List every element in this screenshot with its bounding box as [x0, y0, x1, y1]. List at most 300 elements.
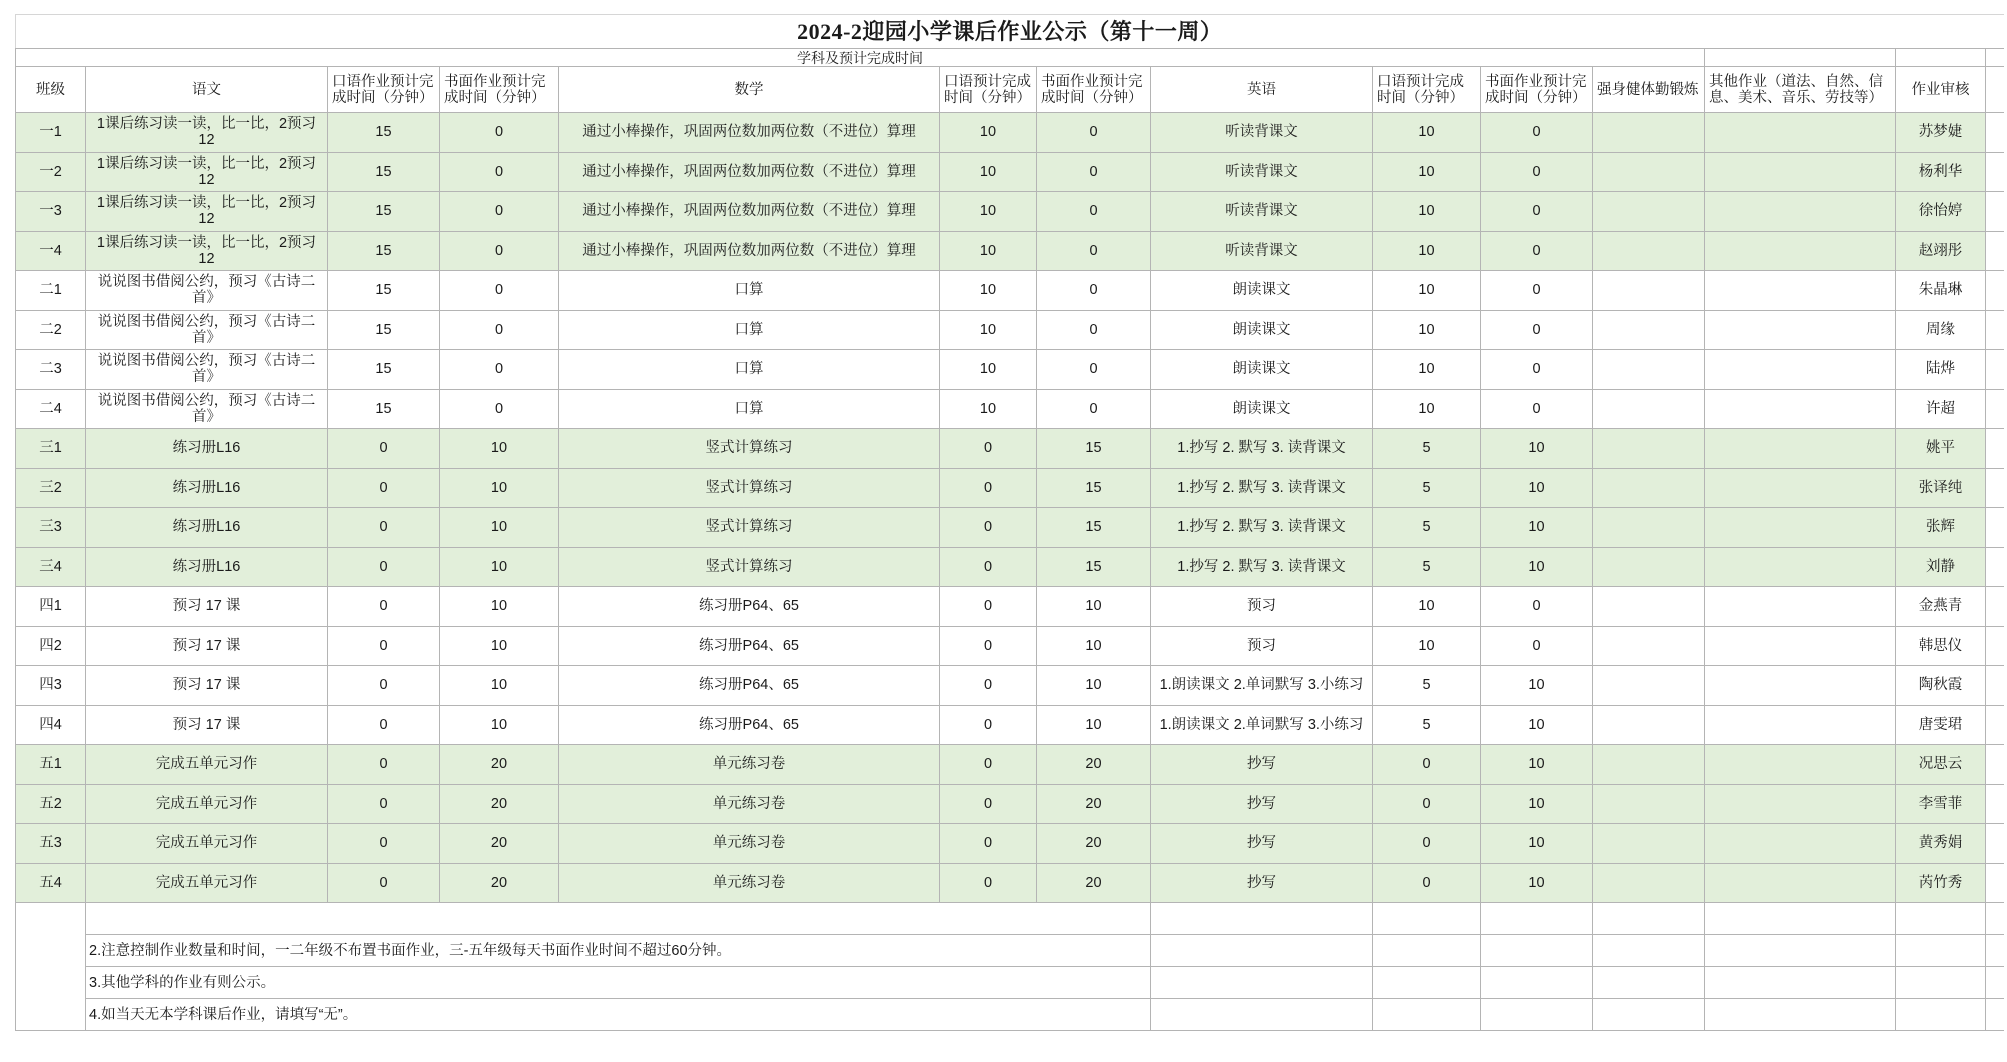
math-cell: 通过小棒操作，巩固两位数加两位数（不进位）算理	[559, 152, 940, 192]
other-cell	[1705, 824, 1896, 864]
chinese-written-time-cell: 0	[440, 231, 559, 271]
note-row	[16, 903, 2004, 935]
empty-cell	[1896, 967, 1986, 999]
class-cell: 一4	[16, 231, 86, 271]
english-cell: 抄写	[1151, 863, 1373, 903]
chinese-oral-time-cell: 0	[328, 745, 440, 785]
review-cell: 周缘	[1896, 310, 1986, 350]
empty-cell	[1896, 903, 1986, 935]
other-cell	[1705, 863, 1896, 903]
math-written-time-cell: 0	[1037, 231, 1151, 271]
review-cell: 芮竹秀	[1896, 863, 1986, 903]
table-row	[16, 745, 2004, 785]
math-cell: 口算	[559, 350, 940, 390]
empty-cell	[1986, 666, 2004, 706]
empty-cell	[1481, 935, 1593, 967]
english-written-time-cell: 10	[1481, 705, 1593, 745]
english-oral-time-cell: 0	[1373, 745, 1481, 785]
empty-cell	[1986, 745, 2004, 785]
header-math-oral-time: 口语预计完成时间（分钟）	[940, 67, 1037, 113]
chinese-written-time-cell: 10	[440, 666, 559, 706]
math-written-time-cell: 10	[1037, 666, 1151, 706]
chinese-oral-time-cell: 15	[328, 310, 440, 350]
english-cell: 1.抄写 2. 默写 3. 读背课文	[1151, 508, 1373, 548]
other-cell	[1705, 429, 1896, 469]
english-cell: 朗读课文	[1151, 350, 1373, 390]
math-oral-time-cell: 10	[940, 389, 1037, 429]
empty-cell	[1986, 999, 2004, 1031]
pe-cell	[1593, 192, 1705, 232]
math-written-time-cell: 0	[1037, 113, 1151, 153]
chinese-written-time-cell: 10	[440, 626, 559, 666]
chinese-cell: 1课后练习读一读，比一比，2预习12	[86, 113, 328, 153]
math-oral-time-cell: 0	[940, 784, 1037, 824]
review-cell: 张译纯	[1896, 468, 1986, 508]
note-text: 2.注意控制作业数量和时间，一二年级不布置书面作业，三-五年级每天书面作业时间不超过60分钟。	[86, 935, 1151, 967]
chinese-oral-time-cell: 15	[328, 271, 440, 311]
empty-cell	[1373, 903, 1481, 935]
empty-cell	[1593, 903, 1705, 935]
math-cell: 单元练习卷	[559, 863, 940, 903]
english-written-time-cell: 10	[1481, 547, 1593, 587]
table-row	[16, 429, 2004, 469]
math-oral-time-cell: 10	[940, 350, 1037, 390]
review-cell: 况思云	[1896, 745, 1986, 785]
english-cell: 预习	[1151, 587, 1373, 627]
review-cell: 黄秀娟	[1896, 824, 1986, 864]
other-cell	[1705, 310, 1896, 350]
chinese-oral-time-cell: 15	[328, 350, 440, 390]
chinese-oral-time-cell: 15	[328, 152, 440, 192]
header-pe: 强身健体勤锻炼	[1593, 67, 1705, 113]
empty-cell	[1986, 152, 2004, 192]
chinese-cell: 完成五单元习作	[86, 824, 328, 864]
english-cell: 抄写	[1151, 824, 1373, 864]
empty-cell	[1151, 903, 1373, 935]
chinese-oral-time-cell: 0	[328, 784, 440, 824]
subject-group-header: 学科及预计完成时间	[16, 49, 1705, 67]
table-row	[16, 468, 2004, 508]
chinese-cell: 完成五单元习作	[86, 745, 328, 785]
chinese-written-time-cell: 10	[440, 587, 559, 627]
class-cell: 二4	[16, 389, 86, 429]
math-oral-time-cell: 0	[940, 547, 1037, 587]
english-written-time-cell: 10	[1481, 745, 1593, 785]
empty-cell	[1373, 967, 1481, 999]
chinese-cell: 练习册L16	[86, 429, 328, 469]
math-cell: 竖式计算练习	[559, 508, 940, 548]
header-english: 英语	[1151, 67, 1373, 113]
homework-table	[15, 14, 2004, 1031]
header-class: 班级	[16, 67, 86, 113]
chinese-written-time-cell: 0	[440, 310, 559, 350]
empty-cell	[1705, 967, 1896, 999]
empty-cell	[1986, 824, 2004, 864]
english-cell: 1.抄写 2. 默写 3. 读背课文	[1151, 468, 1373, 508]
math-oral-time-cell: 10	[940, 231, 1037, 271]
note-text: 4.如当天无本学科课后作业，请填写“无”。	[86, 999, 1151, 1031]
math-written-time-cell: 10	[1037, 705, 1151, 745]
english-oral-time-cell: 10	[1373, 152, 1481, 192]
review-cell: 李雪菲	[1896, 784, 1986, 824]
pe-cell	[1593, 824, 1705, 864]
review-cell: 张辉	[1896, 508, 1986, 548]
class-cell: 五4	[16, 863, 86, 903]
class-cell: 五2	[16, 784, 86, 824]
empty-cell	[1986, 935, 2004, 967]
chinese-cell: 预习 17 课	[86, 705, 328, 745]
chinese-cell: 预习 17 课	[86, 666, 328, 706]
math-oral-time-cell: 10	[940, 192, 1037, 232]
table-row	[16, 863, 2004, 903]
math-cell: 竖式计算练习	[559, 468, 940, 508]
chinese-written-time-cell: 20	[440, 824, 559, 864]
math-oral-time-cell: 10	[940, 271, 1037, 311]
class-cell: 一3	[16, 192, 86, 232]
pe-cell	[1593, 429, 1705, 469]
pe-cell	[1593, 626, 1705, 666]
empty-cell	[1986, 863, 2004, 903]
math-written-time-cell: 0	[1037, 192, 1151, 232]
english-cell: 朗读课文	[1151, 310, 1373, 350]
class-cell: 一2	[16, 152, 86, 192]
empty-cell	[1151, 999, 1373, 1031]
english-oral-time-cell: 0	[1373, 784, 1481, 824]
review-cell: 徐怡婷	[1896, 192, 1986, 232]
math-cell: 口算	[559, 389, 940, 429]
math-cell: 练习册P64、65	[559, 666, 940, 706]
header-english-written-time: 书面作业预计完成时间（分钟）	[1481, 67, 1593, 113]
chinese-cell: 完成五单元习作	[86, 784, 328, 824]
table-row	[16, 152, 2004, 192]
math-written-time-cell: 20	[1037, 784, 1151, 824]
math-cell: 通过小棒操作，巩固两位数加两位数（不进位）算理	[559, 113, 940, 153]
english-oral-time-cell: 0	[1373, 863, 1481, 903]
review-cell: 许超	[1896, 389, 1986, 429]
review-cell: 陆烨	[1896, 350, 1986, 390]
math-oral-time-cell: 10	[940, 113, 1037, 153]
math-written-time-cell: 20	[1037, 745, 1151, 785]
math-oral-time-cell: 0	[940, 666, 1037, 706]
pe-cell	[1593, 863, 1705, 903]
math-written-time-cell: 15	[1037, 508, 1151, 548]
english-written-time-cell: 0	[1481, 152, 1593, 192]
chinese-oral-time-cell: 0	[328, 824, 440, 864]
math-written-time-cell: 10	[1037, 626, 1151, 666]
chinese-cell: 1课后练习读一读，比一比，2预习12	[86, 152, 328, 192]
english-cell: 1.朗读课文 2.单词默写 3.小练习	[1151, 666, 1373, 706]
chinese-oral-time-cell: 0	[328, 429, 440, 469]
chinese-oral-time-cell: 15	[328, 113, 440, 153]
review-cell: 姚平	[1896, 429, 1986, 469]
english-oral-time-cell: 10	[1373, 587, 1481, 627]
class-cell: 四4	[16, 705, 86, 745]
english-oral-time-cell: 10	[1373, 231, 1481, 271]
english-cell: 听读背课文	[1151, 192, 1373, 232]
table-row	[16, 389, 2004, 429]
math-written-time-cell: 0	[1037, 389, 1151, 429]
table-row	[16, 547, 2004, 587]
empty-cell	[1986, 429, 2004, 469]
empty-cell	[1986, 508, 2004, 548]
empty-cell	[1986, 705, 2004, 745]
class-cell: 三1	[16, 429, 86, 469]
chinese-oral-time-cell: 0	[328, 547, 440, 587]
english-written-time-cell: 0	[1481, 113, 1593, 153]
english-oral-time-cell: 5	[1373, 547, 1481, 587]
empty-cell	[16, 903, 86, 1031]
pe-cell	[1593, 231, 1705, 271]
empty-cell	[1705, 49, 1896, 67]
review-cell: 金燕青	[1896, 587, 1986, 627]
math-cell: 练习册P64、65	[559, 587, 940, 627]
pe-cell	[1593, 271, 1705, 311]
chinese-cell: 练习册L16	[86, 547, 328, 587]
pe-cell	[1593, 310, 1705, 350]
english-cell: 听读背课文	[1151, 113, 1373, 153]
english-cell: 抄写	[1151, 745, 1373, 785]
empty-cell	[1705, 935, 1896, 967]
other-cell	[1705, 745, 1896, 785]
pe-cell	[1593, 508, 1705, 548]
empty-cell	[1481, 999, 1593, 1031]
english-written-time-cell: 10	[1481, 468, 1593, 508]
chinese-written-time-cell: 0	[440, 192, 559, 232]
chinese-written-time-cell: 20	[440, 784, 559, 824]
other-cell	[1705, 389, 1896, 429]
english-written-time-cell: 10	[1481, 429, 1593, 469]
chinese-written-time-cell: 0	[440, 389, 559, 429]
empty-cell	[1373, 999, 1481, 1031]
other-cell	[1705, 152, 1896, 192]
class-cell: 二2	[16, 310, 86, 350]
other-cell	[1705, 666, 1896, 706]
english-cell: 听读背课文	[1151, 152, 1373, 192]
english-cell: 抄写	[1151, 784, 1373, 824]
empty-cell	[1986, 350, 2004, 390]
pe-cell	[1593, 113, 1705, 153]
class-cell: 四2	[16, 626, 86, 666]
math-written-time-cell: 20	[1037, 863, 1151, 903]
chinese-written-time-cell: 10	[440, 508, 559, 548]
math-cell: 单元练习卷	[559, 745, 940, 785]
empty-cell	[1986, 67, 2004, 113]
chinese-oral-time-cell: 0	[328, 587, 440, 627]
empty-cell	[1986, 271, 2004, 311]
english-cell: 1.抄写 2. 默写 3. 读背课文	[1151, 547, 1373, 587]
class-cell: 二3	[16, 350, 86, 390]
chinese-oral-time-cell: 0	[328, 666, 440, 706]
empty-cell	[1986, 626, 2004, 666]
chinese-cell: 练习册L16	[86, 508, 328, 548]
math-cell: 口算	[559, 310, 940, 350]
empty-cell	[1481, 967, 1593, 999]
empty-cell	[1705, 999, 1896, 1031]
english-cell: 1.朗读课文 2.单词默写 3.小练习	[1151, 705, 1373, 745]
chinese-written-time-cell: 0	[440, 152, 559, 192]
chinese-written-time-cell: 10	[440, 705, 559, 745]
class-cell: 三4	[16, 547, 86, 587]
empty-cell	[1986, 967, 2004, 999]
chinese-written-time-cell: 0	[440, 113, 559, 153]
empty-cell	[1896, 999, 1986, 1031]
pe-cell	[1593, 389, 1705, 429]
chinese-cell: 预习 17 课	[86, 587, 328, 627]
class-cell: 四3	[16, 666, 86, 706]
english-written-time-cell: 0	[1481, 310, 1593, 350]
class-cell: 二1	[16, 271, 86, 311]
header-chinese: 语文	[86, 67, 328, 113]
table-row	[16, 824, 2004, 864]
table-row	[16, 784, 2004, 824]
table-row	[16, 113, 2004, 153]
chinese-cell: 说说图书借阅公约，预习《古诗二首》	[86, 389, 328, 429]
chinese-cell: 1课后练习读一读，比一比，2预习12	[86, 192, 328, 232]
empty-cell	[1373, 935, 1481, 967]
header-math-written-time: 书面作业预计完成时间（分钟）	[1037, 67, 1151, 113]
math-oral-time-cell: 10	[940, 310, 1037, 350]
empty-cell	[1986, 903, 2004, 935]
review-cell: 朱晶琳	[1896, 271, 1986, 311]
other-cell	[1705, 350, 1896, 390]
english-oral-time-cell: 5	[1373, 468, 1481, 508]
empty-cell	[1151, 967, 1373, 999]
english-oral-time-cell: 10	[1373, 113, 1481, 153]
chinese-oral-time-cell: 0	[328, 508, 440, 548]
table-row	[16, 231, 2004, 271]
chinese-cell: 说说图书借阅公约，预习《古诗二首》	[86, 310, 328, 350]
chinese-written-time-cell: 20	[440, 863, 559, 903]
english-written-time-cell: 0	[1481, 271, 1593, 311]
math-cell: 练习册P64、65	[559, 705, 940, 745]
math-cell: 竖式计算练习	[559, 429, 940, 469]
chinese-oral-time-cell: 15	[328, 231, 440, 271]
pe-cell	[1593, 666, 1705, 706]
empty-cell	[1593, 935, 1705, 967]
empty-cell	[1986, 547, 2004, 587]
math-cell: 通过小棒操作，巩固两位数加两位数（不进位）算理	[559, 231, 940, 271]
english-oral-time-cell: 5	[1373, 429, 1481, 469]
table-row	[16, 587, 2004, 627]
empty-cell	[1481, 903, 1593, 935]
english-oral-time-cell: 10	[1373, 271, 1481, 311]
other-cell	[1705, 192, 1896, 232]
english-oral-time-cell: 5	[1373, 508, 1481, 548]
english-written-time-cell: 0	[1481, 389, 1593, 429]
pe-cell	[1593, 705, 1705, 745]
chinese-cell: 练习册L16	[86, 468, 328, 508]
empty-cell	[1986, 468, 2004, 508]
english-oral-time-cell: 10	[1373, 389, 1481, 429]
note-text	[86, 903, 1151, 935]
english-oral-time-cell: 10	[1373, 626, 1481, 666]
empty-cell	[1986, 192, 2004, 232]
review-cell: 韩思仪	[1896, 626, 1986, 666]
pe-cell	[1593, 350, 1705, 390]
table-row	[16, 350, 2004, 390]
empty-cell	[1896, 935, 1986, 967]
math-written-time-cell: 0	[1037, 310, 1151, 350]
chinese-cell: 1课后练习读一读，比一比，2预习12	[86, 231, 328, 271]
english-oral-time-cell: 5	[1373, 666, 1481, 706]
class-cell: 四1	[16, 587, 86, 627]
math-written-time-cell: 0	[1037, 350, 1151, 390]
chinese-written-time-cell: 0	[440, 271, 559, 311]
pe-cell	[1593, 784, 1705, 824]
note-row	[16, 999, 2004, 1031]
math-oral-time-cell: 0	[940, 508, 1037, 548]
header-math: 数学	[559, 67, 940, 113]
other-cell	[1705, 626, 1896, 666]
math-cell: 练习册P64、65	[559, 626, 940, 666]
empty-cell	[1593, 999, 1705, 1031]
note-text: 3.其他学科的作业有则公示。	[86, 967, 1151, 999]
chinese-written-time-cell: 20	[440, 745, 559, 785]
math-written-time-cell: 15	[1037, 547, 1151, 587]
english-written-time-cell: 10	[1481, 666, 1593, 706]
math-cell: 通过小棒操作，巩固两位数加两位数（不进位）算理	[559, 192, 940, 232]
chinese-cell: 说说图书借阅公约，预习《古诗二首》	[86, 350, 328, 390]
chinese-oral-time-cell: 0	[328, 468, 440, 508]
english-written-time-cell: 10	[1481, 863, 1593, 903]
math-oral-time-cell: 0	[940, 429, 1037, 469]
header-review: 作业审核	[1896, 67, 1986, 113]
page-title: 2024-2迎园小学课后作业公示（第十一周）	[16, 15, 2004, 49]
other-cell	[1705, 587, 1896, 627]
math-oral-time-cell: 0	[940, 745, 1037, 785]
math-written-time-cell: 0	[1037, 271, 1151, 311]
other-cell	[1705, 508, 1896, 548]
english-oral-time-cell: 0	[1373, 824, 1481, 864]
chinese-oral-time-cell: 15	[328, 389, 440, 429]
other-cell	[1705, 705, 1896, 745]
class-cell: 三3	[16, 508, 86, 548]
english-written-time-cell: 0	[1481, 192, 1593, 232]
table-row	[16, 666, 2004, 706]
empty-cell	[1986, 389, 2004, 429]
other-cell	[1705, 784, 1896, 824]
chinese-cell: 预习 17 课	[86, 626, 328, 666]
pe-cell	[1593, 547, 1705, 587]
english-written-time-cell: 10	[1481, 784, 1593, 824]
chinese-cell: 完成五单元习作	[86, 863, 328, 903]
math-oral-time-cell: 0	[940, 824, 1037, 864]
header-other: 其他作业（道法、自然、信息、美术、音乐、劳技等）	[1705, 67, 1896, 113]
other-cell	[1705, 271, 1896, 311]
empty-cell	[1896, 49, 1986, 67]
math-written-time-cell: 10	[1037, 587, 1151, 627]
review-cell: 杨利华	[1896, 152, 1986, 192]
math-oral-time-cell: 0	[940, 863, 1037, 903]
review-cell: 赵翊彤	[1896, 231, 1986, 271]
empty-cell	[1986, 587, 2004, 627]
english-written-time-cell: 10	[1481, 508, 1593, 548]
review-cell: 陶秋霞	[1896, 666, 1986, 706]
other-cell	[1705, 468, 1896, 508]
header-chinese-oral-time: 口语作业预计完成时间（分钟）	[328, 67, 440, 113]
english-written-time-cell: 10	[1481, 824, 1593, 864]
empty-cell	[1705, 903, 1896, 935]
empty-cell	[1986, 784, 2004, 824]
chinese-written-time-cell: 0	[440, 350, 559, 390]
table-row	[16, 192, 2004, 232]
english-written-time-cell: 0	[1481, 350, 1593, 390]
note-row	[16, 935, 2004, 967]
english-oral-time-cell: 10	[1373, 350, 1481, 390]
math-oral-time-cell: 10	[940, 152, 1037, 192]
homework-sheet	[15, 14, 2003, 1031]
chinese-oral-time-cell: 15	[328, 192, 440, 232]
